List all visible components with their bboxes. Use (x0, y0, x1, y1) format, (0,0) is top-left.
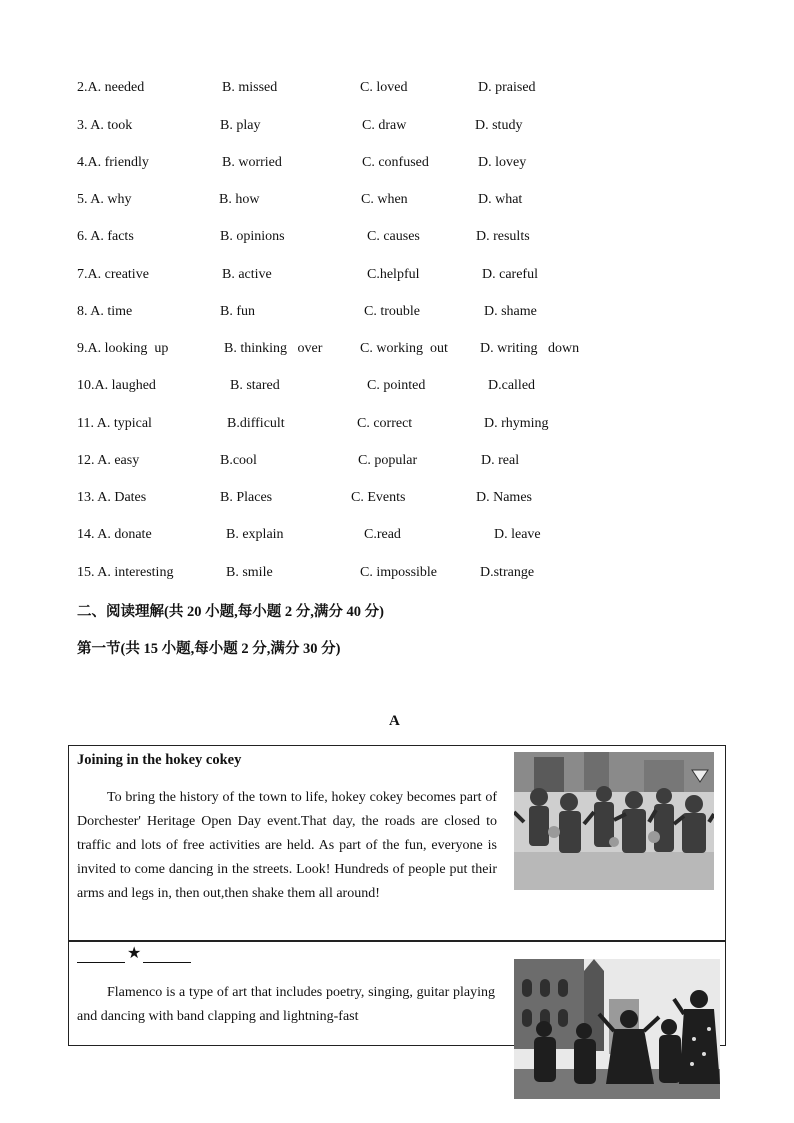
option-a (77, 490, 146, 506)
question-number: 9. (77, 341, 88, 356)
question-row (0, 378, 794, 396)
blank-line-left (77, 948, 125, 963)
option-text: A. time (90, 304, 133, 319)
option-b: B. worried (222, 155, 282, 170)
option-d: D. what (478, 192, 523, 207)
option-text: A. creative (87, 267, 149, 282)
blank-line-right (143, 948, 191, 963)
street-dancing-photo (514, 752, 714, 890)
option-c: C. pointed (367, 378, 426, 393)
option-a (77, 453, 139, 469)
option-c: C.helpful (367, 267, 420, 282)
option-text: A. laughed (94, 378, 156, 393)
option-c: C. trouble (364, 304, 420, 319)
question-row (0, 341, 794, 359)
question-number: 4. (77, 155, 88, 170)
option-d: D. results (476, 229, 530, 244)
question-number: 3. (77, 118, 91, 133)
option-d: D.strange (480, 565, 535, 580)
option-a (77, 378, 156, 394)
question-row (0, 118, 794, 136)
option-a (77, 527, 152, 543)
question-row (0, 80, 794, 98)
subsection-heading: 第一节(共 15 小题,每小题 2 分,满分 30 分) (77, 641, 341, 657)
option-b: B. fun (220, 304, 255, 319)
option-text: A. facts (90, 229, 134, 244)
option-c: C. causes (367, 229, 420, 244)
option-text: A. interesting (97, 565, 174, 580)
question-row (0, 565, 794, 583)
passage-label: A (389, 713, 400, 729)
option-d: D. praised (478, 80, 536, 95)
section-heading: 二、阅读理解(共 20 小题,每小题 2 分,满分 40 分) (77, 604, 384, 620)
question-row (0, 192, 794, 210)
option-text: A. Dates (97, 490, 147, 505)
option-b: B. explain (226, 527, 284, 542)
option-text: A. needed (87, 80, 145, 95)
option-b: B.cool (220, 453, 257, 468)
question-row (0, 267, 794, 285)
question-number: 8. (77, 304, 91, 319)
option-b: B. missed (222, 80, 278, 95)
option-c: C. popular (358, 453, 418, 468)
option-a (77, 267, 149, 283)
option-text: A. typical (96, 416, 152, 431)
option-d: D. real (481, 453, 520, 468)
option-text: A. friendly (87, 155, 149, 170)
question-row (0, 229, 794, 247)
option-a (77, 80, 144, 96)
option-a (77, 565, 173, 581)
question-row (0, 527, 794, 545)
option-a (77, 229, 134, 245)
option-d: D. Names (476, 490, 532, 505)
option-a (77, 118, 132, 134)
option-b: B. smile (226, 565, 273, 580)
question-row (0, 490, 794, 508)
option-b: B. opinions (220, 229, 285, 244)
option-b: B. play (220, 118, 261, 133)
option-b: B. how (219, 192, 260, 207)
option-c: C.read (364, 527, 401, 542)
option-d: D. rhyming (484, 416, 549, 431)
option-d: D. writing down (480, 341, 580, 356)
question-number: 6. (77, 229, 91, 244)
option-a (77, 192, 131, 208)
question-number: 10. (77, 378, 95, 393)
option-c: C. correct (357, 416, 413, 431)
question-number: 13. (77, 490, 98, 505)
question-number: 11. (77, 416, 97, 431)
blank-title (77, 943, 191, 963)
option-c: C. impossible (360, 565, 438, 580)
question-number: 15. (77, 565, 98, 580)
question-number: 5. (77, 192, 91, 207)
question-number: 2. (77, 80, 88, 95)
option-c: C. when (361, 192, 408, 207)
star-icon: ★ (127, 945, 142, 962)
flamenco-photo (514, 959, 720, 1099)
option-a (77, 155, 149, 171)
option-d: D. careful (482, 267, 538, 282)
option-d: D. leave (494, 527, 541, 542)
option-b: B. stared (230, 378, 280, 393)
option-b: B. thinking over (224, 341, 323, 356)
option-text: A. took (90, 118, 133, 133)
passage-paragraph: To bring the history of the town to life, hokey cokey becomes part of Dorchester' Heritage Open Day event.That day, the roads are closed to traffic and lots of free activities are held. As part of the fun, everyone is invited to come dancing in the streets. Look! Hundreds of people put their arms and legs in, then out,then shake them all around! (77, 790, 497, 901)
question-row (0, 453, 794, 471)
option-a (77, 416, 152, 432)
question-row (0, 304, 794, 322)
option-c: C. Events (351, 490, 406, 505)
option-text: A. looking up (87, 341, 169, 356)
option-d: D. study (475, 118, 523, 133)
option-d: D.called (488, 378, 536, 393)
option-d: D. shame (484, 304, 537, 319)
question-row (0, 416, 794, 434)
option-b: B. Places (220, 490, 273, 505)
option-c: C. draw (362, 118, 407, 133)
passage-title: Joining in the hokey cokey (77, 752, 242, 768)
passage-paragraph: Flamenco is a type of art that includes poetry, singing, guitar playing and dancing with band clapping and lightning-fast (77, 985, 495, 1024)
option-c: C. loved (360, 80, 408, 95)
option-a (77, 304, 132, 320)
option-text: A. easy (97, 453, 140, 468)
option-a (77, 341, 168, 357)
option-text: A. donate (97, 527, 152, 542)
question-number: 14. (77, 527, 98, 542)
question-number: 7. (77, 267, 88, 282)
option-c: C. confused (362, 155, 429, 170)
option-b: B. active (222, 267, 272, 282)
option-c: C. working out (360, 341, 448, 356)
question-row (0, 155, 794, 173)
question-number: 12. (77, 453, 98, 468)
option-d: D. lovey (478, 155, 527, 170)
option-text: A. why (90, 192, 132, 207)
option-b: B.difficult (227, 416, 285, 431)
